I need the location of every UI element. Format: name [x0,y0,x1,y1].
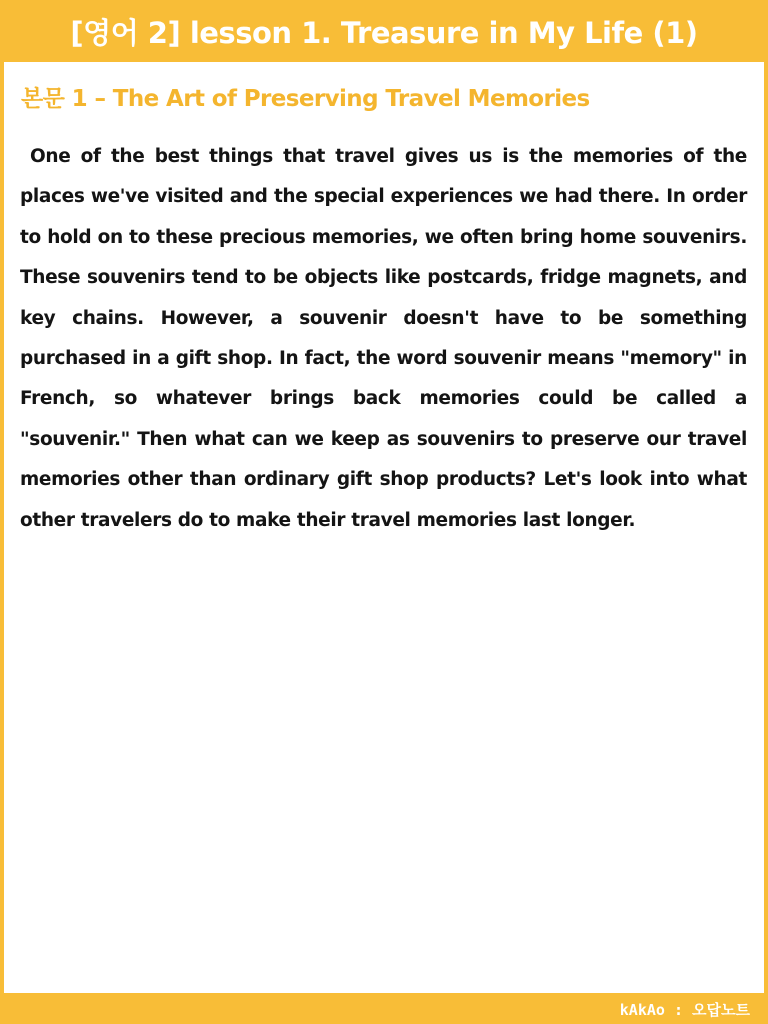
footer-brand-logo: kAkAo : 오답노트 [619,1001,750,1019]
header-bar [0,0,768,62]
page-title: [영어 2] lesson 1. Treasure in My Life (1) [70,15,698,50]
body-paragraph: One of the best things that travel gives us is the memories of the places we've visited and the special experiences we had there. In order to hold on to these precious memories, we often bring home souvenirs. These souvenirs tend to be objects like postcards, fridge magnets, and key chains. However, a souvenir doesn't have to be something purchased in a gift shop. In fact, the word souvenir means "memory" in French, so whatever brings back memories could be called a "souvenir." Then what can we keep as souvenirs to preserve our travel memories other than ordinary gift shop products? Let's look into what other travelers do to make their travel memories last longer. [20,146,747,531]
content-panel [4,62,764,993]
section-title: 본문 1 – The Art of Preserving Travel Memories [21,86,590,112]
